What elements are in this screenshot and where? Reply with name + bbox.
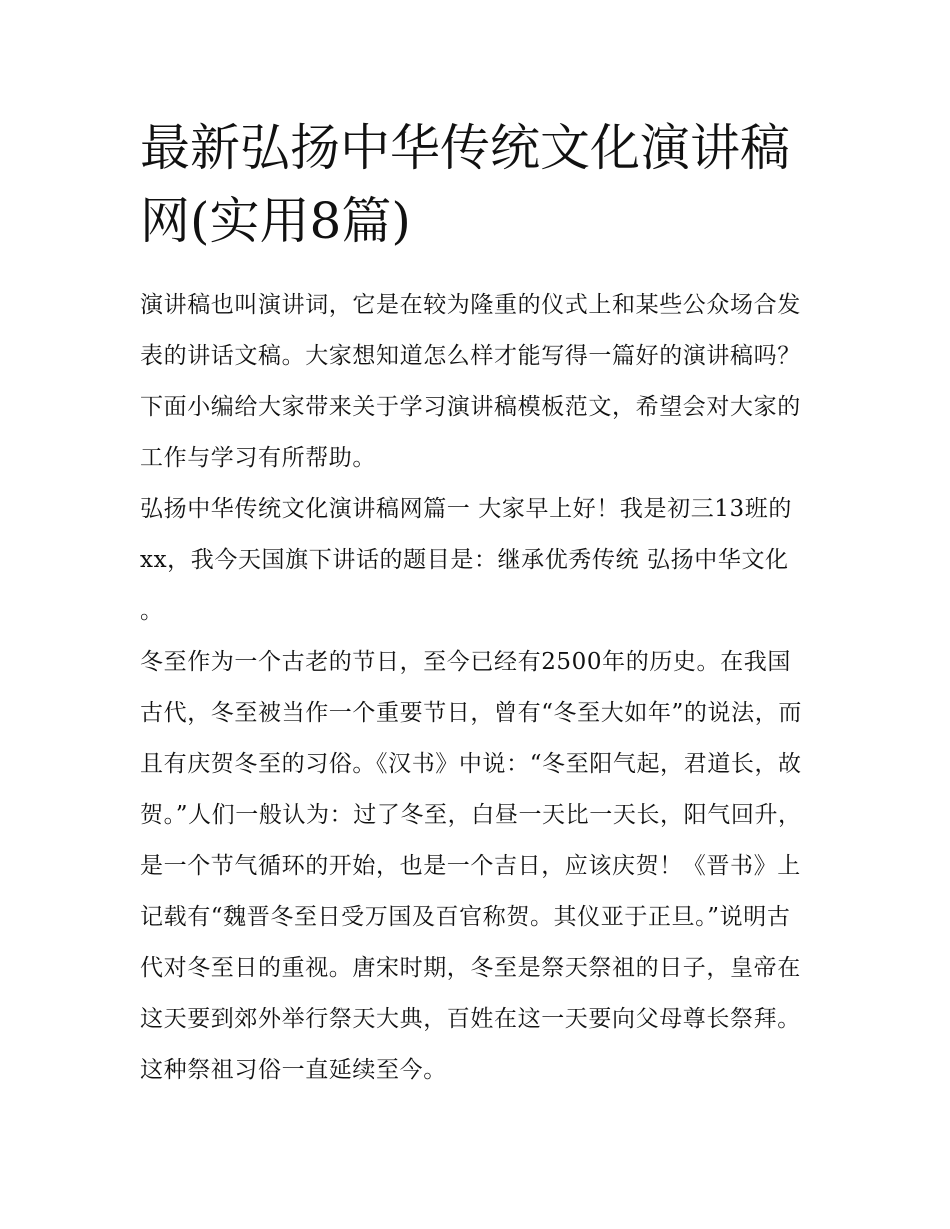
paragraph-intro: 演讲稿也叫演讲词，它是在较为隆重的仪式上和某些公众场合发表的讲话文稿。大家想知道怎么样才能写得一篇好的演讲稿吗？下面小编给大家带来关于学习演讲稿模板范文，希望会对大家的工作与学习有所帮助。 (140, 292, 801, 471)
document-title: 最新弘扬中华传统文化演讲稿网(实用8篇) (140, 119, 790, 250)
paragraph-winter-solstice: 冬至作为一个古老的节日，至今已经有2500年的历史。在我国古代，冬至被当作一个重要节日，曾有“冬至大如年”的说法，而且有庆贺冬至的习俗。《汉书》中说：“冬至阳气起，君道长，故贺。”人们一般认为：过了冬至，白昼一天比一天长，阳气回升，是一个节气循环的开始，也是一个吉日，应该庆贺！《晋书》上记载有“魏晋冬至日受万国及百官称贺。其仪亚于正旦。”说明古代对冬至日的重视。唐宋时期，冬至是祭天祭祖的日子，皇帝在这天要到郊外举行祭天大典，百姓在这一天要向父母尊长祭拜。这种祭祖习俗一直延续至今。 (140, 649, 802, 1083)
paragraph-speech-opening: 弘扬中华传统文化演讲稿网篇一 大家早上好！我是初三13班的xx，我今天国旗下讲话的题目是：继承优秀传统 弘扬中华文化 。 (140, 496, 792, 624)
